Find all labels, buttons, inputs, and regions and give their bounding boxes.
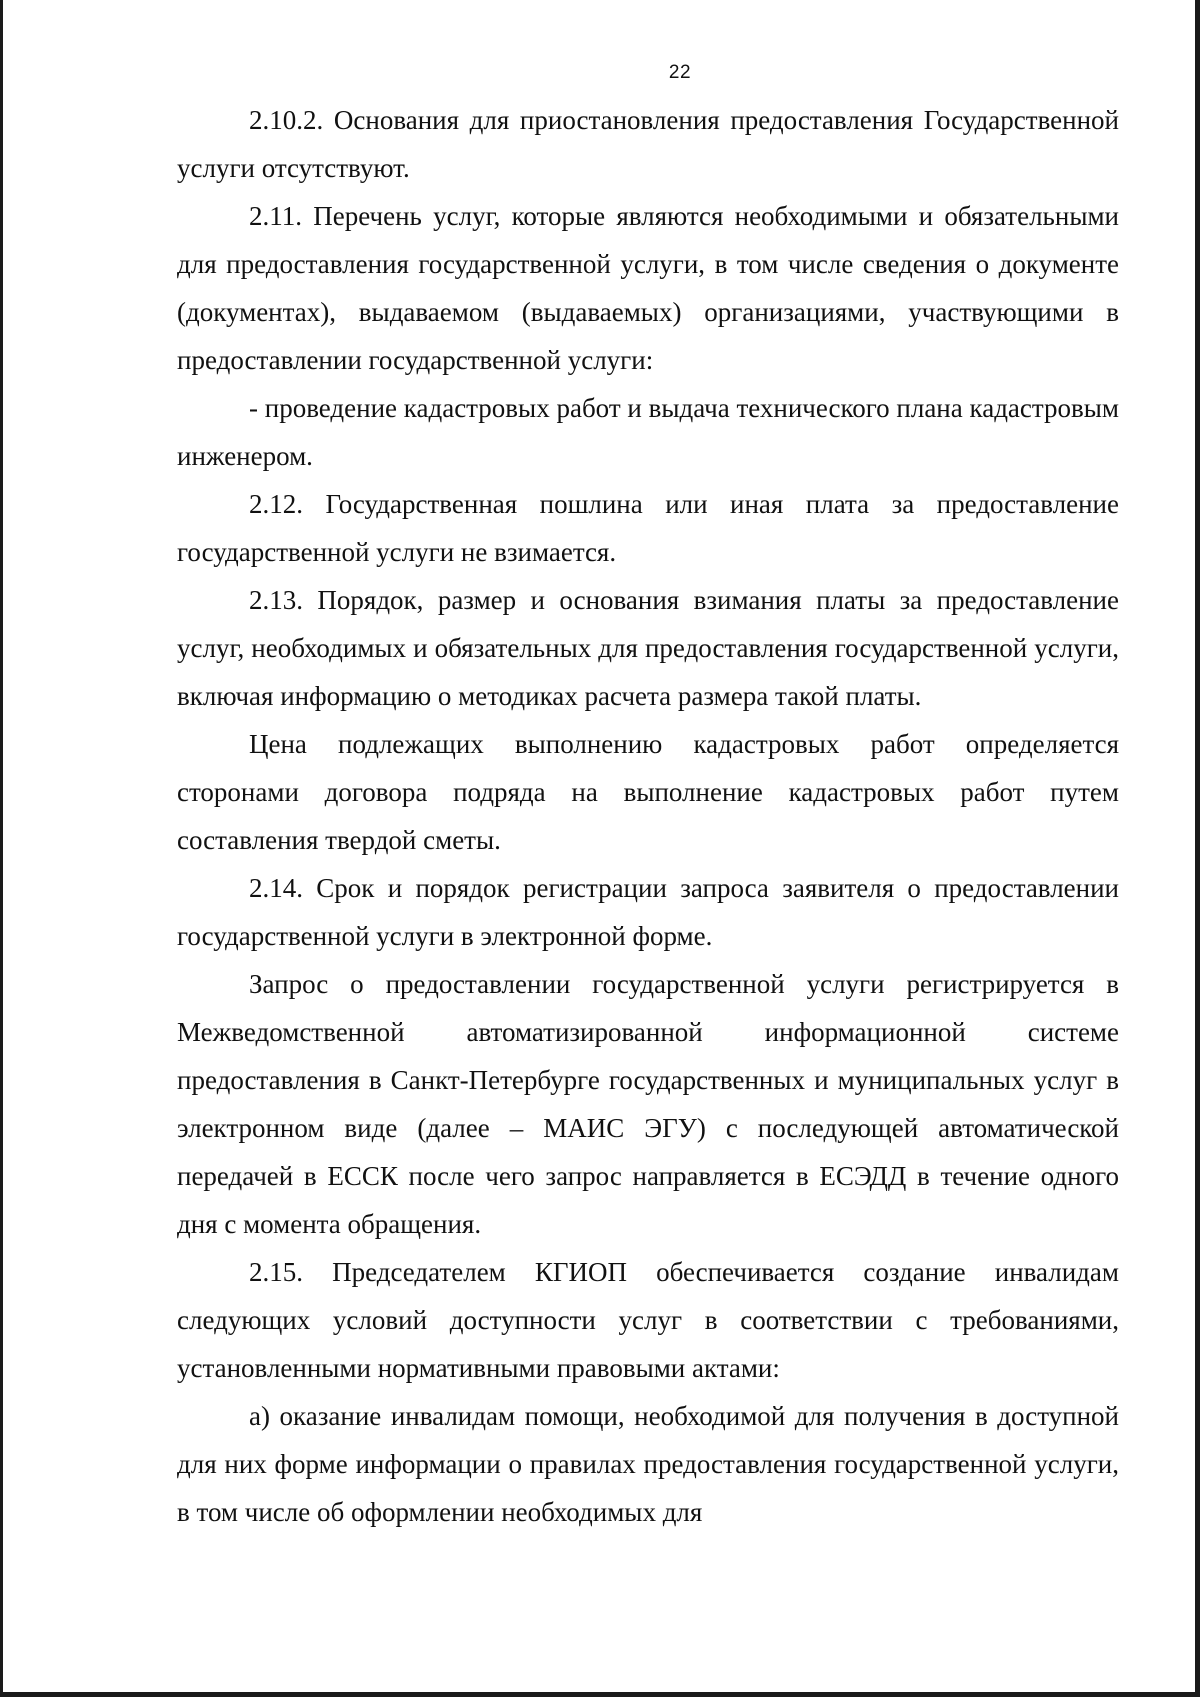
scan-left-edge <box>0 0 3 1697</box>
paragraph-2-15: 2.15. Председателем КГИОП обеспечивается создание инвалидам следующих условий доступности услуг в соответствии с требованиями, установленными нормативными правовыми актами: <box>177 1257 1119 1383</box>
paragraph-2-13: 2.13. Порядок, размер и основания взимания платы за предоставление услуг, необходимых и обязательных для предоставления государственной услуги, включая информацию о методиках расчета размера такой платы. <box>177 585 1119 711</box>
paragraph-2-15-a: а) оказание инвалидам помощи, необходимой для получения в доступной для них форме информации о правилах предоставления государственной услуги, в том числе об оформлении необходимых для <box>177 1401 1119 1527</box>
paragraph-2-11-item: - проведение кадастровых работ и выдача технического плана кадастровым инженером. <box>177 393 1119 471</box>
document-body <box>177 96 1119 1536</box>
paragraph-2-12: 2.12. Государственная пошлина или иная плата за предоставление государственной услуги не взимается. <box>177 489 1119 567</box>
paragraph-2-14-registration: Запрос о предоставлении государственной услуги регистрируется в Межведомственной автоматизированной информационной системе предоставления в Санкт-Петербурге государственных и муниципальных услуг в электронном виде (далее – МАИС ЭГУ) с последующей автоматической передачей в ЕССК после чего запрос направляется в ЕСЭДД в течение одного дня с момента обращения. <box>177 969 1119 1239</box>
paragraph-2-10-2: 2.10.2. Основания для приостановления предоставления Государственной услуги отсутствуют. <box>177 105 1119 183</box>
paragraph-2-13-price: Цена подлежащих выполнению кадастровых работ определяется сторонами договора подряда на выполнение кадастровых работ путем составления твердой сметы. <box>177 729 1119 855</box>
paragraph-2-14: 2.14. Срок и порядок регистрации запроса заявителя о предоставлении государственной услуги в электронной форме. <box>177 873 1119 951</box>
scan-right-edge <box>1195 0 1200 1697</box>
scan-bottom-edge <box>0 1692 1200 1697</box>
page-number: 22 <box>668 62 692 83</box>
paragraph-2-11: 2.11. Перечень услуг, которые являются необходимыми и обязательными для предоставления государственной услуги, в том числе сведения о документе (документах), выдаваемом (выдаваемых) организациями, участвующими в предоставлении государственной услуги: <box>177 201 1119 375</box>
